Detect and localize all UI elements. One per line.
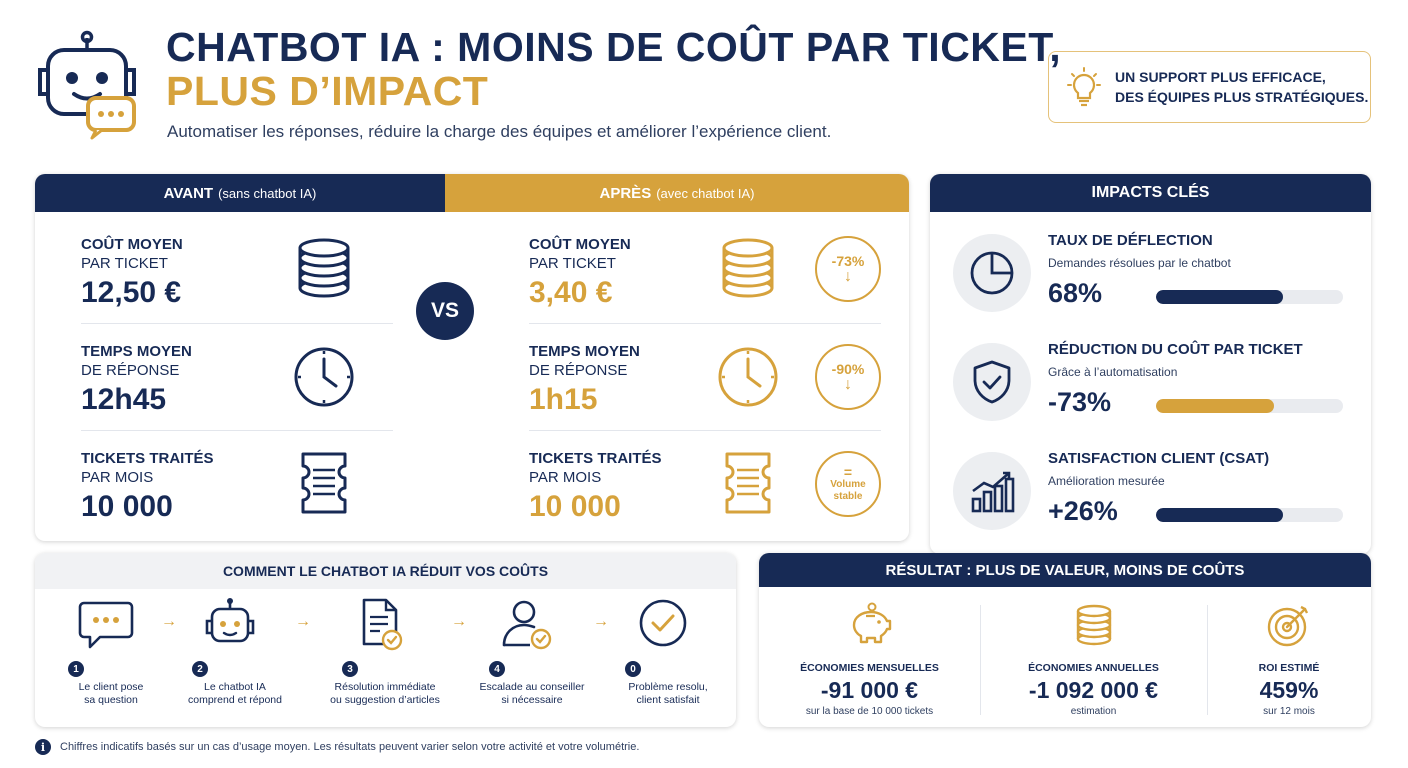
info-icon: i xyxy=(35,739,51,755)
metric-label: TICKETS TRAITÉS xyxy=(529,450,662,467)
step-text xyxy=(315,681,455,707)
impacts-panel xyxy=(930,174,1371,554)
document-check-icon xyxy=(350,597,410,653)
result-sub: estimation xyxy=(1070,706,1117,717)
chat-bubble-icon xyxy=(76,597,136,653)
step-line2: si nécessaire xyxy=(501,694,563,706)
step-line2: sa question xyxy=(84,694,138,706)
metric-value: 10 000 xyxy=(529,490,621,523)
check-circle-icon xyxy=(633,597,693,653)
impact-icon-circle xyxy=(953,452,1031,530)
piggy-bank-icon xyxy=(846,601,894,649)
pie-chart-icon xyxy=(968,249,1016,297)
coins-icon xyxy=(293,236,355,302)
coins-icon xyxy=(717,236,779,302)
impact-item-csat xyxy=(930,450,1371,550)
arrow-right-icon: → xyxy=(295,613,311,630)
metric-label: COÛT MOYEN xyxy=(81,236,183,253)
after-tickets-metric xyxy=(529,449,662,526)
step-line1: Le client pose xyxy=(78,681,144,693)
how-it-works-panel xyxy=(35,553,736,727)
step-line2: ou suggestion d’articles xyxy=(330,694,440,706)
impact-title: SATISFACTION CLIENT (CSAT) xyxy=(1048,450,1270,467)
user-check-icon xyxy=(497,597,557,653)
arrow-right-icon: → xyxy=(451,613,467,630)
before-title: AVANT xyxy=(163,184,214,202)
impact-item-deflection xyxy=(930,232,1371,332)
impact-value: 68% xyxy=(1048,278,1103,308)
impacts-title: IMPACTS CLÉS xyxy=(930,174,1371,212)
result-label: ROI ESTIMÉ xyxy=(1258,662,1320,674)
before-tickets-metric xyxy=(81,449,214,526)
result-monthly-savings xyxy=(759,587,980,727)
target-icon xyxy=(1265,601,1313,649)
metric-label: TEMPS MOYEN xyxy=(529,343,640,360)
arrow-down-icon: ↓ xyxy=(844,268,852,285)
equals-icon: = xyxy=(843,464,853,480)
step-line1: Le chatbot IA xyxy=(204,681,266,693)
metric-value: 12,50 € xyxy=(81,276,182,309)
impact-value: -73% xyxy=(1048,387,1112,417)
result-roi xyxy=(1207,587,1371,727)
after-cost-metric xyxy=(529,235,631,312)
robot-chat-logo xyxy=(34,30,144,140)
ticket-icon xyxy=(717,450,779,516)
step-number: 1 xyxy=(68,661,84,677)
step-number: 2 xyxy=(192,661,208,677)
step-text xyxy=(41,681,181,707)
result-annual-savings xyxy=(980,587,1207,727)
before-cost-metric xyxy=(81,235,183,312)
after-title: APRÈS xyxy=(599,184,652,202)
result-value: -1 092 000 € xyxy=(1028,677,1159,703)
vs-badge: VS xyxy=(416,282,474,340)
step-number: 4 xyxy=(489,661,505,677)
badge-value: -73% xyxy=(831,253,865,269)
tagline-box xyxy=(1048,51,1371,123)
cost-reduction-badge xyxy=(815,236,881,302)
impact-title: TAUX DE DÉFLECTION xyxy=(1048,232,1213,249)
result-label: ÉCONOMIES ANNUELLES xyxy=(1028,662,1159,674)
step-line2: client satisfait xyxy=(636,694,700,706)
metric-sublabel: PAR MOIS xyxy=(529,469,602,486)
badge-line2: stable xyxy=(833,491,863,502)
step-line1: Escalade au conseiller xyxy=(479,681,585,693)
clock-icon xyxy=(717,344,779,410)
metric-sublabel: DE RÉPONSE xyxy=(81,362,180,379)
result-panel xyxy=(759,553,1371,727)
impact-desc: Demandes résolues par le chatbot xyxy=(1048,256,1231,270)
step-text xyxy=(598,681,736,707)
impact-desc: Amélioration mesurée xyxy=(1048,474,1165,488)
before-header xyxy=(35,174,445,212)
step-line1: Problème resolu, xyxy=(628,681,708,693)
bar-chart-growth-icon xyxy=(968,467,1016,515)
volume-stable-badge xyxy=(815,451,881,517)
after-time-metric xyxy=(529,342,640,419)
impact-progress-fill xyxy=(1156,508,1283,522)
arrow-right-icon: → xyxy=(593,613,609,630)
step-number: 3 xyxy=(342,661,358,677)
after-note: (avec chatbot IA) xyxy=(656,185,755,201)
comparison-panel xyxy=(35,174,909,541)
clock-icon xyxy=(293,344,355,410)
metric-sublabel: PAR MOIS xyxy=(81,469,154,486)
time-reduction-badge xyxy=(815,344,881,410)
impact-progress-fill xyxy=(1156,399,1274,413)
impact-icon-circle xyxy=(953,234,1031,312)
metric-value: 10 000 xyxy=(81,490,173,523)
arrow-down-icon: ↓ xyxy=(844,376,852,393)
robot-icon xyxy=(200,597,260,653)
tagline-line1: UN SUPPORT PLUS EFFICACE, xyxy=(1115,69,1326,85)
metric-sublabel: PAR TICKET xyxy=(81,255,168,272)
step-text xyxy=(462,681,602,707)
result-sub: sur 12 mois xyxy=(1263,706,1315,717)
metric-value: 1h15 xyxy=(529,383,598,416)
lightbulb-icon xyxy=(1065,66,1103,108)
impact-progress-bar xyxy=(1156,290,1343,304)
result-label: ÉCONOMIES MENSUELLES xyxy=(800,662,939,674)
step-line2: comprend et répond xyxy=(188,694,282,706)
metric-label: TEMPS MOYEN xyxy=(81,343,192,360)
shield-check-icon xyxy=(968,358,1016,406)
impact-value: +26% xyxy=(1048,496,1118,526)
impact-desc: Grâce à l’automatisation xyxy=(1048,365,1178,379)
metric-value: 3,40 € xyxy=(529,276,613,309)
impact-icon-circle xyxy=(953,343,1031,421)
metric-sublabel: PAR TICKET xyxy=(529,255,616,272)
badge-value: -90% xyxy=(831,361,865,377)
coins-icon xyxy=(1070,601,1118,649)
metric-label: TICKETS TRAITÉS xyxy=(81,450,214,467)
impact-progress-bar xyxy=(1156,399,1343,413)
how-title: COMMENT LE CHATBOT IA RÉDUIT VOS COÛTS xyxy=(35,553,736,589)
badge-line1: Volume xyxy=(830,479,866,490)
before-time-metric xyxy=(81,342,192,419)
step-line1: Résolution immédiate xyxy=(334,681,436,693)
footer-text: Chiffres indicatifs basés sur un cas d’usage moyen. Les résultats peuvent varier selon votre activité et votre volumétrie. xyxy=(60,741,640,753)
page-subtitle: Automatiser les réponses, réduire la charge des équipes et améliorer l’expérience client. xyxy=(167,122,832,141)
after-header xyxy=(445,174,909,212)
footer-note xyxy=(35,739,639,755)
metric-label: COÛT MOYEN xyxy=(529,236,631,253)
step-text xyxy=(165,681,305,707)
metric-value: 12h45 xyxy=(81,383,167,416)
result-title: RÉSULTAT : PLUS DE VALEUR, MOINS DE COÛTS xyxy=(759,553,1371,587)
impact-item-cost-reduction xyxy=(930,341,1371,441)
impact-progress-fill xyxy=(1156,290,1283,304)
result-value: 459% xyxy=(1259,677,1319,703)
page-title-line1: CHATBOT IA : MOINS DE COÛT PAR TICKET, xyxy=(166,24,1062,70)
page-title-line2: PLUS D’IMPACT xyxy=(166,68,489,114)
impact-title: RÉDUCTION DU COÛT PAR TICKET xyxy=(1048,341,1303,358)
impact-progress-bar xyxy=(1156,508,1343,522)
result-sub: sur la base de 10 000 tickets xyxy=(805,706,934,717)
ticket-icon xyxy=(293,450,355,516)
step-number: 0 xyxy=(625,661,641,677)
metric-sublabel: DE RÉPONSE xyxy=(529,362,628,379)
result-value: -91 000 € xyxy=(820,677,919,703)
before-note: (sans chatbot IA) xyxy=(218,185,317,201)
arrow-right-icon: → xyxy=(161,613,177,630)
tagline-line2: DES ÉQUIPES PLUS STRATÉGIQUES. xyxy=(1115,89,1369,105)
